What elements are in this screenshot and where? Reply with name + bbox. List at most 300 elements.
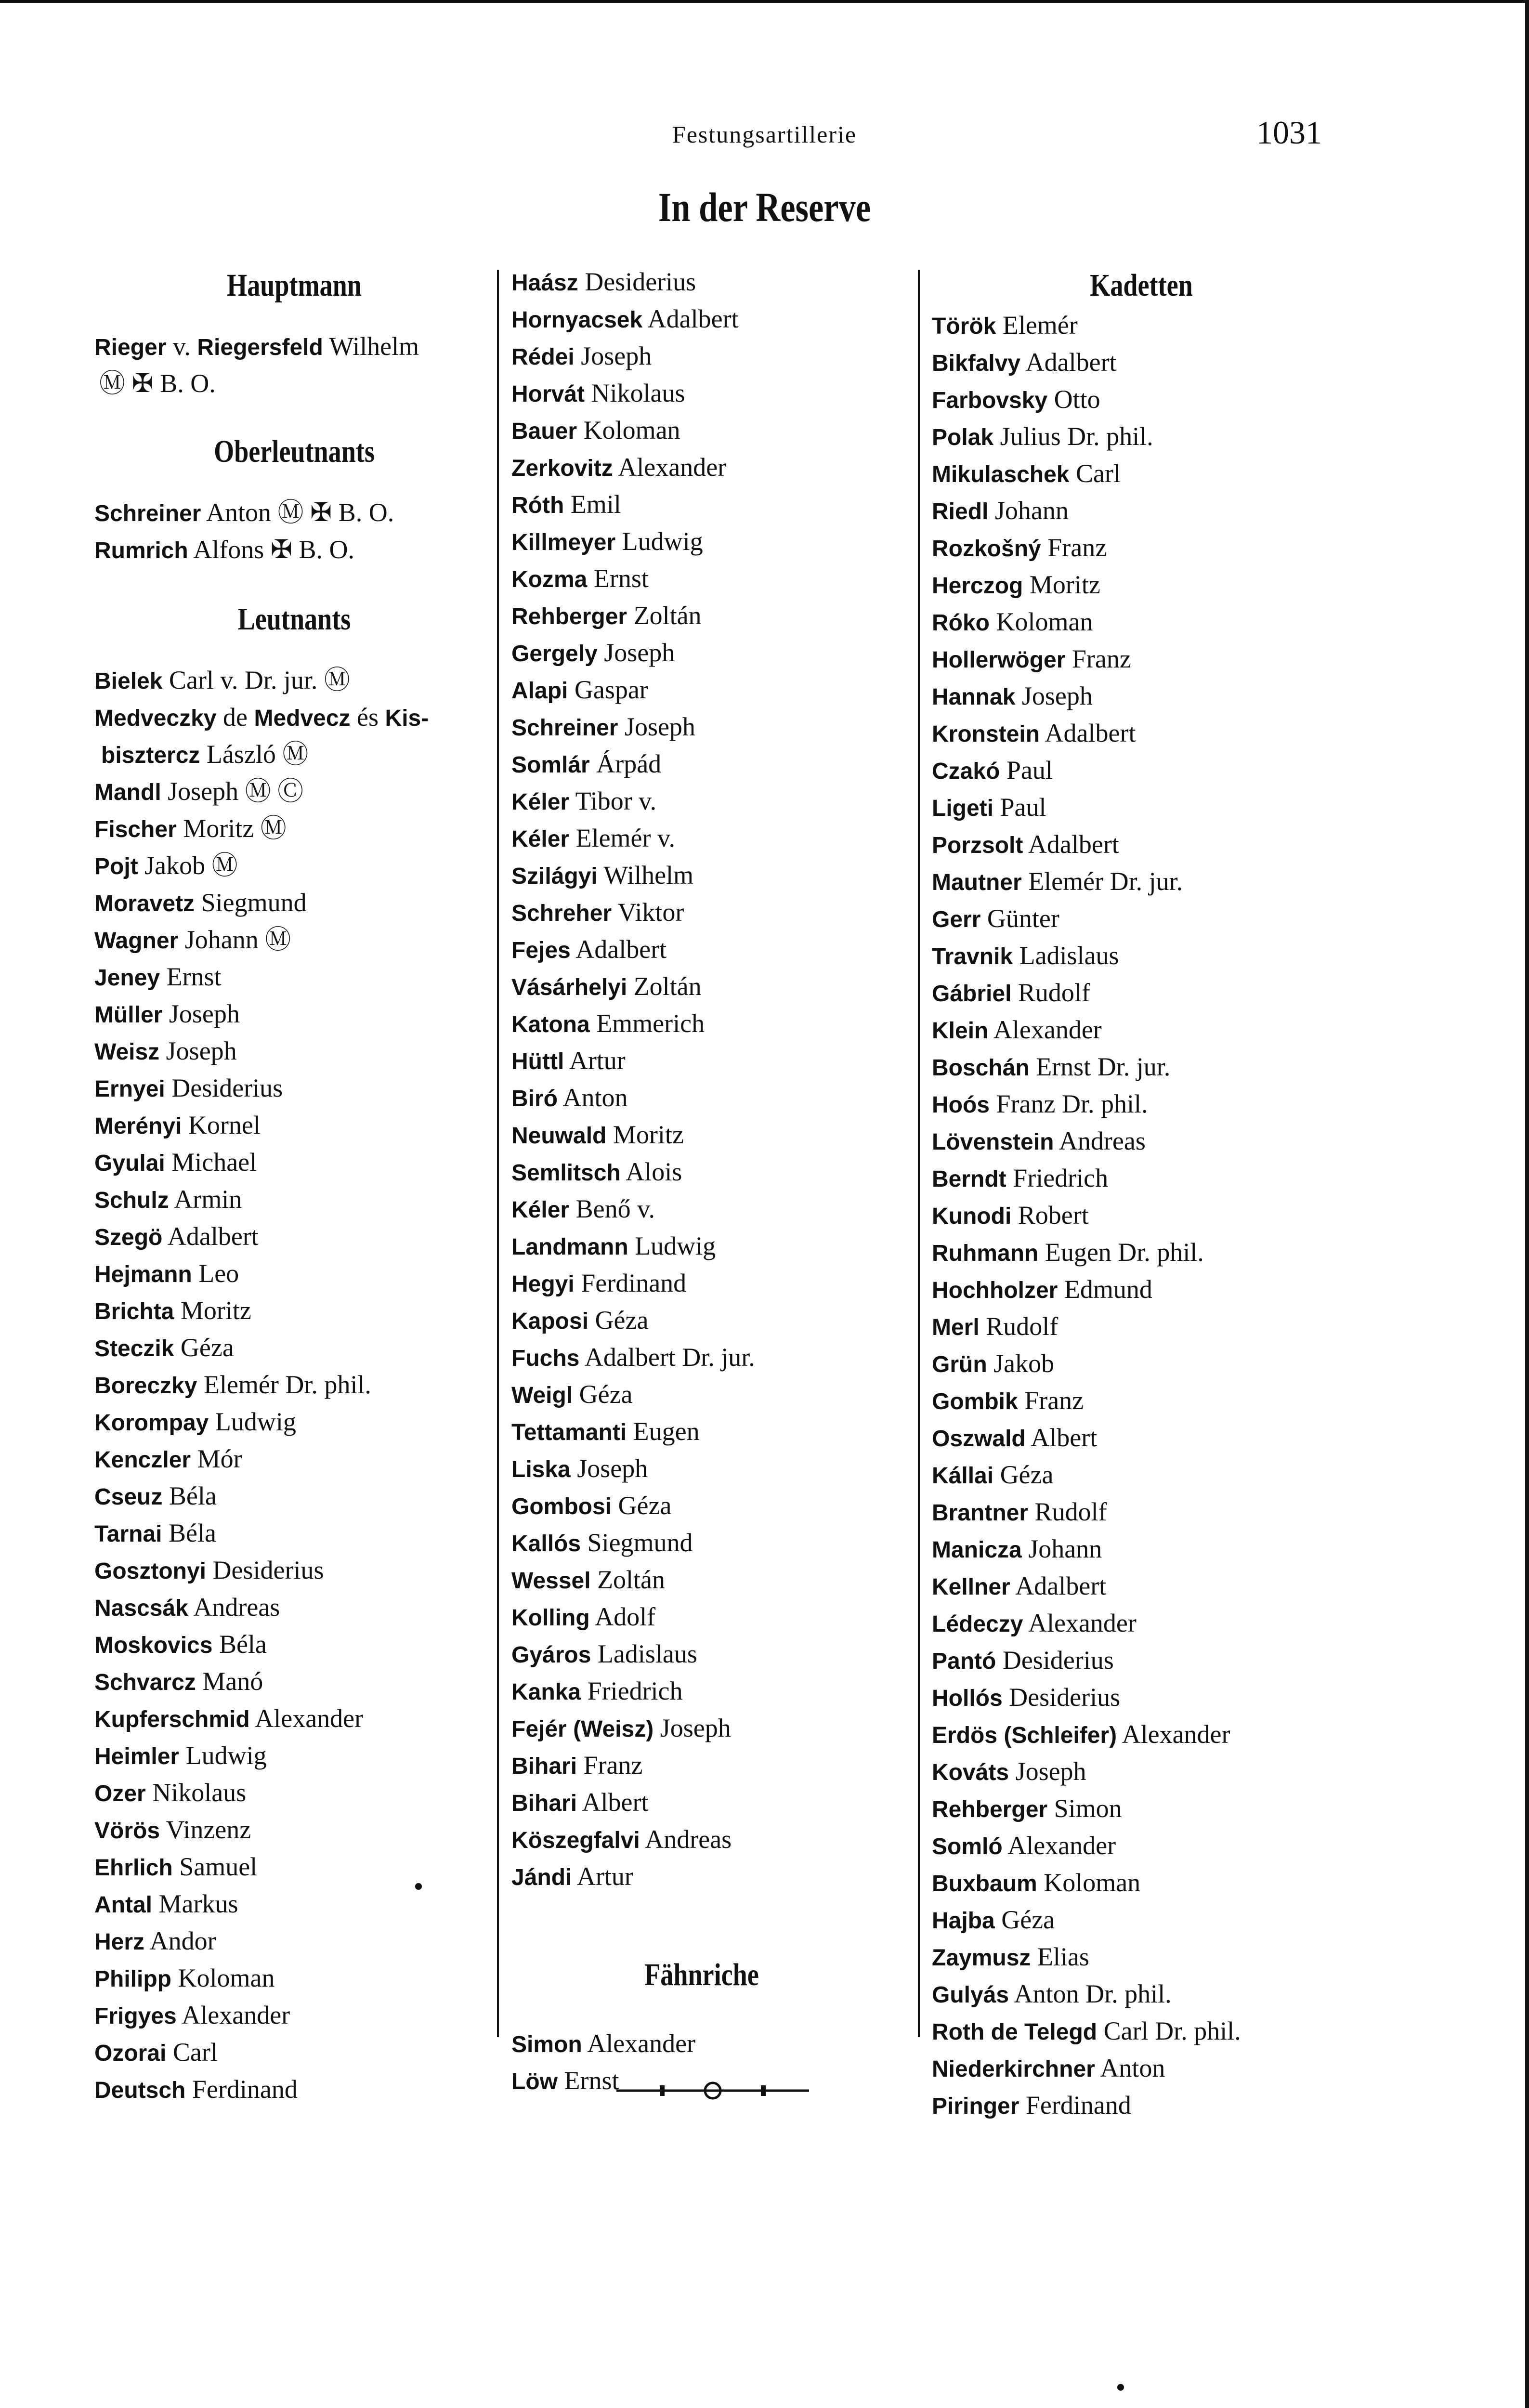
entry bbox=[94, 1923, 494, 1960]
entry bbox=[94, 1960, 494, 1997]
entry bbox=[94, 736, 494, 773]
entry bbox=[932, 715, 1351, 752]
surname: Bauer bbox=[511, 419, 577, 444]
rest: Géza bbox=[573, 1380, 633, 1409]
surname: Moskovics bbox=[94, 1633, 213, 1658]
rest: Ladislaus bbox=[1013, 941, 1119, 970]
entry bbox=[932, 419, 1351, 456]
surname: Travnik bbox=[932, 944, 1013, 969]
surname: Antal bbox=[94, 1892, 152, 1918]
surname: Hornyacsek bbox=[511, 307, 643, 333]
entry bbox=[932, 381, 1351, 419]
entry bbox=[511, 449, 892, 486]
surname: Rédei bbox=[511, 344, 575, 370]
surname: Oszwald bbox=[932, 1426, 1026, 1452]
entry bbox=[932, 1197, 1351, 1234]
entry bbox=[511, 1821, 892, 1858]
entry bbox=[511, 968, 892, 1006]
rest: Joseph bbox=[1009, 1757, 1086, 1786]
rest: Zoltán bbox=[627, 601, 702, 630]
rest: Elemér Dr. phil. bbox=[197, 1370, 371, 1399]
rest: Franz bbox=[1041, 533, 1107, 562]
surname: Biró bbox=[511, 1086, 558, 1112]
surname: Klein bbox=[932, 1018, 989, 1044]
rest: Adalbert bbox=[1040, 719, 1136, 747]
surname: Korompay bbox=[94, 1410, 209, 1436]
rest: Moritz Ⓜ bbox=[176, 814, 287, 843]
rest: Géza bbox=[588, 1306, 649, 1335]
surname: Niederkirchner bbox=[932, 2056, 1095, 2082]
surname: Török bbox=[932, 314, 996, 339]
entry bbox=[932, 1605, 1351, 1642]
heading-oberleutnants: Oberleutnants bbox=[214, 434, 375, 469]
surname: Riedl bbox=[932, 499, 989, 524]
heading-fahnriche: Fähnriche bbox=[644, 1957, 759, 1992]
rest: Joseph bbox=[1015, 681, 1093, 710]
rest: Elias bbox=[1031, 1942, 1089, 1971]
column-1 bbox=[94, 264, 494, 2108]
rest: Géza bbox=[993, 1460, 1054, 1489]
rest: Ludwig bbox=[628, 1231, 716, 1260]
rest: Alexander bbox=[249, 1704, 364, 1733]
entry bbox=[94, 662, 494, 699]
entry bbox=[94, 1367, 494, 1404]
surname: Wessel bbox=[511, 1568, 591, 1594]
entry bbox=[94, 1441, 494, 1478]
entry bbox=[932, 1531, 1351, 1568]
surname: Ozorai bbox=[94, 2041, 167, 2066]
entry bbox=[511, 561, 892, 598]
surname: Kaposi bbox=[511, 1309, 589, 1334]
entry bbox=[94, 1218, 494, 1256]
rest: Adalbert bbox=[1010, 1571, 1107, 1600]
surname: Gerr bbox=[932, 907, 981, 932]
surname: Hollerwöger bbox=[932, 647, 1066, 673]
surname: Gombosi bbox=[511, 1494, 612, 1519]
entry bbox=[94, 1849, 494, 1886]
rest: Ludwig bbox=[615, 527, 703, 556]
entry bbox=[511, 1710, 892, 1747]
surname: Kéler bbox=[511, 789, 570, 815]
surname: Brantner bbox=[932, 1500, 1029, 1526]
surname: Ozer bbox=[94, 1781, 146, 1806]
entry bbox=[932, 530, 1351, 567]
surname: Hannak bbox=[932, 684, 1016, 710]
rest: Johann bbox=[988, 496, 1069, 525]
rest: Ferdinand bbox=[185, 2075, 298, 2104]
rest: Otto bbox=[1047, 385, 1100, 414]
entry bbox=[94, 2034, 494, 2071]
surname: Weisz bbox=[94, 1039, 160, 1065]
entry bbox=[94, 1552, 494, 1589]
rest: Artur bbox=[572, 1862, 633, 1891]
entry bbox=[511, 931, 892, 968]
surname: Farbovsky bbox=[932, 388, 1048, 413]
entry bbox=[511, 523, 892, 561]
surname: Fuchs bbox=[511, 1346, 580, 1371]
surname: Alapi bbox=[511, 678, 568, 704]
surname: Riegersfeld bbox=[197, 335, 323, 360]
entry bbox=[511, 2026, 892, 2063]
rest: Gaspar bbox=[568, 675, 648, 704]
entry bbox=[511, 1636, 892, 1673]
rest: Desiderius bbox=[165, 1073, 283, 1102]
rest: Carl Dr. phil. bbox=[1097, 2016, 1241, 2045]
surname: Hoós bbox=[932, 1092, 990, 1118]
rest: Julius Dr. phil. bbox=[993, 422, 1153, 451]
surname: Kallós bbox=[511, 1531, 581, 1557]
entry bbox=[511, 338, 892, 375]
rest: Carl bbox=[166, 2038, 218, 2067]
entry bbox=[932, 1976, 1351, 2013]
surname: Haász bbox=[511, 270, 578, 296]
entry bbox=[932, 1420, 1351, 1457]
entry bbox=[932, 456, 1351, 493]
entry bbox=[932, 344, 1351, 381]
heading-leutnants: Leutnants bbox=[237, 602, 351, 637]
entry bbox=[932, 864, 1351, 901]
rest: Adalbert bbox=[570, 935, 667, 964]
rest: Anton bbox=[558, 1083, 628, 1112]
rest: Nikolaus bbox=[145, 1778, 247, 1807]
surname: Bihari bbox=[511, 1754, 577, 1779]
entry bbox=[932, 2087, 1351, 2124]
rest: Ludwig bbox=[209, 1407, 296, 1436]
entry bbox=[94, 1589, 494, 1626]
entry bbox=[94, 811, 494, 848]
entry bbox=[94, 922, 494, 959]
rest: Alexander bbox=[176, 2001, 290, 2029]
rest: Andreas bbox=[640, 1825, 732, 1854]
rest: Paul bbox=[993, 793, 1046, 822]
surname: Kronstein bbox=[932, 721, 1040, 747]
rest: Wilhelm bbox=[597, 861, 694, 890]
rest: Zoltán bbox=[627, 972, 702, 1001]
entry bbox=[932, 1271, 1351, 1309]
entry bbox=[932, 1123, 1351, 1160]
rest: Elemér bbox=[996, 311, 1078, 340]
rest: Wilhelm bbox=[323, 332, 419, 361]
surname: Gergely bbox=[511, 641, 598, 667]
rest: Carl bbox=[1069, 459, 1121, 488]
entry bbox=[94, 1330, 494, 1367]
surname: Schreher bbox=[511, 901, 612, 926]
rest: Ferdinand bbox=[1019, 2091, 1131, 2120]
entry bbox=[94, 848, 494, 885]
rest: Johann bbox=[1021, 1534, 1102, 1563]
rest: Franz bbox=[1065, 644, 1131, 673]
entry bbox=[511, 1747, 892, 1784]
surname: Lövenstein bbox=[932, 1129, 1054, 1155]
page-border-top bbox=[0, 0, 1529, 3]
surname: Lédeczy bbox=[932, 1611, 1023, 1637]
rest: Siegmund bbox=[195, 888, 307, 917]
rest: Desiderius bbox=[578, 267, 696, 296]
rest: Tibor v. bbox=[569, 786, 657, 815]
entry bbox=[94, 1107, 494, 1144]
surname: Tettamanti bbox=[511, 1420, 627, 1445]
surname: Gyáros bbox=[511, 1642, 591, 1668]
rest: László Ⓜ bbox=[200, 740, 309, 769]
entry bbox=[511, 375, 892, 412]
surname: Fischer bbox=[94, 817, 177, 842]
rest: Adalbert bbox=[1020, 348, 1117, 377]
entry bbox=[511, 1488, 892, 1525]
surname: Liska bbox=[511, 1457, 571, 1482]
entry bbox=[932, 2013, 1351, 2050]
entry bbox=[511, 1599, 892, 1636]
surname: Somló bbox=[932, 1834, 1003, 1859]
surname: Frigyes bbox=[94, 2003, 177, 2029]
rest: Anton Dr. phil. bbox=[1009, 1979, 1172, 2008]
rest: Ernst bbox=[587, 564, 649, 593]
surname: Piringer bbox=[932, 2094, 1019, 2119]
surname: Porzsolt bbox=[932, 833, 1023, 858]
entry bbox=[94, 1626, 494, 1663]
entry bbox=[932, 1939, 1351, 1976]
surname: Gosztonyi bbox=[94, 1558, 207, 1584]
entry bbox=[94, 1886, 494, 1923]
rest: Géza bbox=[994, 1905, 1055, 1934]
entry bbox=[511, 1228, 892, 1265]
rest: Ludwig bbox=[179, 1741, 267, 1770]
rest: Joseph bbox=[162, 999, 240, 1028]
entry bbox=[94, 1663, 494, 1701]
rest: Simon bbox=[1047, 1794, 1122, 1823]
rest: Ernst Dr. jur. bbox=[1029, 1052, 1171, 1081]
entry bbox=[94, 2071, 494, 2108]
surname: Grün bbox=[932, 1352, 987, 1377]
rest: Siegmund bbox=[581, 1528, 693, 1557]
surname: Manicza bbox=[932, 1537, 1022, 1563]
entry bbox=[932, 1457, 1351, 1494]
surname: Polak bbox=[932, 425, 994, 450]
rest: Joseph bbox=[653, 1714, 731, 1742]
entry bbox=[511, 1413, 892, 1451]
rest: Manó bbox=[196, 1667, 263, 1696]
surname: Zerkovitz bbox=[511, 456, 613, 481]
surname: Cseuz bbox=[94, 1484, 163, 1510]
rest: Markus bbox=[152, 1889, 238, 1918]
rest: Emmerich bbox=[589, 1009, 705, 1038]
rest: Alexander bbox=[1023, 1609, 1137, 1637]
entry bbox=[94, 773, 494, 811]
surname: Kis- bbox=[385, 706, 429, 731]
entry bbox=[511, 1302, 892, 1339]
entry bbox=[94, 885, 494, 922]
surname: Fejes bbox=[511, 938, 571, 963]
entry bbox=[932, 1049, 1351, 1086]
rest: Artur bbox=[564, 1046, 626, 1075]
surname: Bielek bbox=[94, 668, 163, 694]
rest: Günter bbox=[980, 904, 1059, 933]
entry bbox=[511, 1562, 892, 1599]
surname: Kellner bbox=[932, 1574, 1010, 1600]
rest: Andreas bbox=[1054, 1126, 1146, 1155]
surname: Boschán bbox=[932, 1055, 1030, 1081]
entry bbox=[511, 1525, 892, 1562]
entry bbox=[932, 493, 1351, 530]
rest: Leo bbox=[192, 1259, 239, 1288]
surname: Tarnai bbox=[94, 1521, 162, 1547]
rest: Béla bbox=[212, 1630, 267, 1659]
entry bbox=[511, 1006, 892, 1043]
entry bbox=[511, 1858, 892, 1896]
surname: Rehberger bbox=[511, 604, 627, 629]
rest: Franz Dr. phil. bbox=[990, 1089, 1148, 1118]
surname: Czakó bbox=[932, 759, 1000, 784]
surname: Róko bbox=[932, 610, 990, 636]
surname: Herz bbox=[94, 1929, 145, 1955]
surname: Simon bbox=[511, 2032, 582, 2057]
surname: Jándi bbox=[511, 1865, 572, 1890]
surname: Medveczky bbox=[94, 706, 217, 731]
rest: Mór bbox=[191, 1444, 242, 1473]
rest: Géza bbox=[612, 1491, 672, 1520]
surname: Medvecz bbox=[254, 706, 351, 731]
print-speck bbox=[1117, 2384, 1124, 2391]
surname: Steczik bbox=[94, 1336, 174, 1361]
entry bbox=[511, 1339, 892, 1376]
entry bbox=[932, 938, 1351, 975]
surname: Hejmann bbox=[94, 1262, 192, 1287]
entry bbox=[932, 1754, 1351, 1791]
surname: Hollós bbox=[932, 1686, 1003, 1711]
surname: Weigl bbox=[511, 1383, 573, 1408]
entry bbox=[932, 307, 1351, 344]
surname: Bikfalvy bbox=[932, 351, 1021, 376]
entry bbox=[94, 495, 494, 532]
rest: v. bbox=[166, 332, 197, 361]
entry bbox=[511, 1265, 892, 1302]
rest: Franz bbox=[577, 1751, 643, 1780]
surname: Rumrich bbox=[94, 538, 188, 563]
entry bbox=[932, 1309, 1351, 1346]
rest: Joseph bbox=[159, 1036, 237, 1065]
entry bbox=[932, 1568, 1351, 1605]
surname: Kenczler bbox=[94, 1447, 191, 1473]
surname: Gombik bbox=[932, 1389, 1018, 1414]
surname: Erdös (Schleifer) bbox=[932, 1723, 1117, 1748]
entry bbox=[932, 1642, 1351, 1679]
surname: Ehrlich bbox=[94, 1855, 173, 1881]
surname: Szegö bbox=[94, 1225, 163, 1250]
rest: Friedrich bbox=[1006, 1164, 1109, 1192]
rest: Andor bbox=[144, 1926, 216, 1955]
rest: Jakob bbox=[987, 1349, 1055, 1378]
surname: Heimler bbox=[94, 1744, 180, 1769]
surname: Kéler bbox=[511, 826, 570, 852]
rest: Franz bbox=[1018, 1386, 1084, 1415]
rest: Edmund bbox=[1058, 1275, 1152, 1304]
surname: Ligeti bbox=[932, 796, 993, 821]
running-head: Festungsartillerie bbox=[672, 121, 857, 148]
entry bbox=[94, 1775, 494, 1812]
rest: Adalbert bbox=[1023, 830, 1119, 859]
surname: Herczog bbox=[932, 573, 1023, 599]
entry bbox=[932, 975, 1351, 1012]
surname: Vörös bbox=[94, 1818, 160, 1844]
surname: Roth de Telegd bbox=[932, 2019, 1098, 2045]
rest: Moritz bbox=[1023, 570, 1100, 599]
rest: Rudolf bbox=[1011, 978, 1090, 1007]
surname: Ernyei bbox=[94, 1076, 165, 1102]
entry bbox=[511, 894, 892, 931]
entry bbox=[511, 1784, 892, 1821]
entry bbox=[511, 598, 892, 635]
surname: Somlár bbox=[511, 752, 590, 778]
entry bbox=[511, 412, 892, 449]
entry bbox=[94, 699, 494, 736]
entry bbox=[511, 709, 892, 746]
surname: Wagner bbox=[94, 928, 179, 954]
rest: Anton Ⓜ ✠ B. O. bbox=[201, 498, 394, 527]
surname: Nascsák bbox=[94, 1596, 188, 1621]
surname: Kállai bbox=[932, 1463, 994, 1489]
entry bbox=[94, 1738, 494, 1775]
rest: Adalbert Dr. jur. bbox=[579, 1343, 755, 1372]
rest: Alois bbox=[620, 1157, 682, 1186]
surname: Kanka bbox=[511, 1679, 581, 1705]
entry bbox=[511, 1043, 892, 1080]
surname: Kupferschmid bbox=[94, 1707, 250, 1732]
entry bbox=[511, 1080, 892, 1117]
surname: Hajba bbox=[932, 1908, 995, 1934]
surname: Róth bbox=[511, 493, 564, 518]
surname: Semlitsch bbox=[511, 1160, 621, 1186]
ornament-divider bbox=[612, 2079, 814, 2103]
rest: Anton bbox=[1095, 2054, 1165, 2082]
rest: Eugen Dr. phil. bbox=[1038, 1238, 1204, 1267]
rest: Ernst bbox=[160, 962, 222, 991]
rest: Adolf bbox=[589, 1602, 656, 1631]
rest: Albert bbox=[1025, 1423, 1098, 1452]
surname: Zaymusz bbox=[932, 1945, 1031, 1971]
entry bbox=[511, 746, 892, 783]
surname: Kováts bbox=[932, 1760, 1009, 1785]
entry bbox=[94, 1033, 494, 1070]
surname: Pojt bbox=[94, 854, 138, 879]
entry bbox=[511, 1191, 892, 1228]
column-rule-right bbox=[918, 270, 920, 2037]
entry bbox=[511, 1117, 892, 1154]
rest: Béla bbox=[162, 1481, 217, 1510]
entry bbox=[932, 1828, 1351, 1865]
page-border-right bbox=[1525, 0, 1529, 2408]
rest: Eugen bbox=[627, 1417, 700, 1446]
rest: Albert bbox=[577, 1788, 649, 1817]
rest: Alexander bbox=[582, 2029, 696, 2058]
surname: Gábriel bbox=[932, 981, 1012, 1007]
column-2 bbox=[511, 264, 892, 2100]
surname: Pantó bbox=[932, 1649, 996, 1674]
rest: Joseph bbox=[618, 712, 695, 741]
surname: Deutsch bbox=[94, 2078, 186, 2103]
rest: Andreas bbox=[188, 1593, 280, 1622]
rest: Moritz bbox=[174, 1296, 251, 1325]
surname: Buxbaum bbox=[932, 1871, 1037, 1897]
rest: Friedrich bbox=[581, 1676, 683, 1705]
entry bbox=[932, 1902, 1351, 1939]
entry bbox=[932, 604, 1351, 641]
rest: Viktor bbox=[612, 898, 684, 927]
rest: Jakob Ⓜ bbox=[138, 851, 238, 880]
surname: Schreiner bbox=[94, 501, 201, 526]
surname: Bihari bbox=[511, 1791, 577, 1816]
entry bbox=[94, 1997, 494, 2034]
rest: Benő v. bbox=[569, 1194, 655, 1223]
entry bbox=[932, 641, 1351, 678]
